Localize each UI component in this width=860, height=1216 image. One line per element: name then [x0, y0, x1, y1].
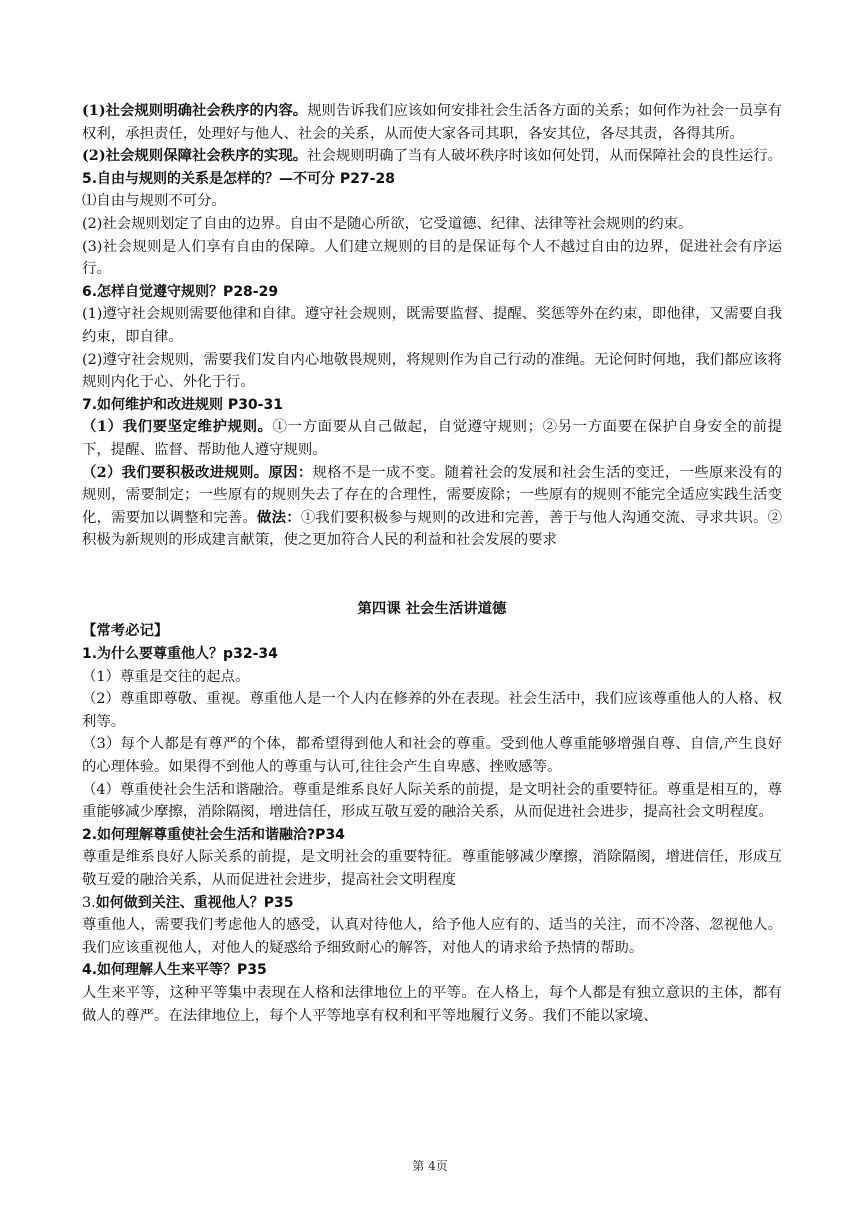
- paragraph-text: ①我们要积极参与规则的改进和完善，善于与他人沟通交流、寻求共识。②积极为新规则的形成建言献策，使之更加符合人民的利益和社会发展的要求: [82, 509, 782, 549]
- lesson-question-3-heading: [82, 892, 782, 915]
- l3-text: 尊重他人，需要我们考虑他人的感受，认真对待他人，给予他人应有的、适当的关注，而不冷落、忽视他人。我们应该重视他人，对他人的疑惑给予细致耐心的解答，对他人的请求给予热情的帮助。: [82, 917, 782, 956]
- paragraph-text: ①一方面要从自己做起，自觉遵守规则；②另一方面要在保护自身安全的前提下，提醒、监督、帮助他人遵守规则。: [82, 419, 782, 458]
- l1-item-2: （2）尊重即尊敬、重视。尊重他人是一个人内在修养的外在表现。社会生活中，我们应该尊重他人的人格、权利等。: [82, 691, 782, 730]
- l1-item-1: （1）尊重是交往的起点。: [82, 668, 250, 685]
- l2-text: 尊重是维系良好人际关系的前提，是文明社会的重要特征。尊重能够减少摩擦，消除隔阂，增进信任，形成互敬互爱的融洽关系，从而促进社会进步，提高社会文明程度: [82, 849, 782, 888]
- q7-paragraph-2: [82, 462, 782, 552]
- paragraph-rules-order-guarantee: [82, 145, 782, 168]
- lesson-title: 第四课 社会生活讲道德: [357, 599, 507, 617]
- bold-reason-label: 原因：: [268, 463, 313, 481]
- paragraph-text: 社会规则明确了当有人破坏秩序时该如何处罚，从而保障社会的良性运行。: [307, 148, 783, 165]
- question-6-heading: 6.怎样自觉遵守规则？P28-29: [82, 283, 279, 300]
- q5-item-1: ⑴自由与规则不可分。: [82, 193, 226, 210]
- document-page: [82, 100, 782, 1027]
- page-number: 第 4页: [412, 1159, 448, 1173]
- paragraph-rules-order-content: [82, 100, 782, 145]
- lesson-question-2-heading: 2.如何理解尊重使社会生活和谐融洽?P34: [82, 826, 345, 843]
- l1-item-3: （3）每个人都是有尊严的个体，都希望得到他人和社会的尊重。受到他人尊重能够增强自尊、自信,产生良好的心理体验。如果得不到他人的尊重与认可,往往会产生自卑感、挫败感等。: [82, 736, 782, 776]
- bold-lead: （2）我们要积极改进规则。: [82, 463, 269, 481]
- question-5-heading: 5.自由与规则的关系是怎样的？—不可分 P27-28: [82, 170, 395, 187]
- bold-lead: （1）我们要坚定维护规则。: [82, 418, 273, 436]
- q7-paragraph-1: [82, 416, 782, 461]
- paragraph-text: 规则告诉我们应该如何安排社会生活各方面的关系；如何作为社会一员享有权利，承担责任，处理好与他人、社会的关系，从而使大家各司其职，各安其位，各尽其责，各得其所。: [82, 103, 783, 142]
- l1-item-4: （4）尊重使社会生活和谐融洽。尊重是维系良好人际关系的前提，是文明社会的重要特征。尊重是相互的，尊重能够减少摩擦，消除隔阂，增进信任，形成互敬互爱的融洽关系，从而促进社会进步，提高社会文明程度。: [82, 781, 782, 821]
- q5-item-3: (3)社会规则是人们享有自由的保障。人们建立规则的目的是保证每个人不越过自由的边界，促进社会有序运行。: [82, 238, 782, 278]
- question-number: 3.: [82, 894, 96, 911]
- l4-text: 人生来平等，这种平等集中表现在人格和法律地位上的平等。在人格上，每个人都是有独立意识的主体，都有做人的尊严。在法律地位上，每个人平等地享有权利和平等地履行义务。我们不能以家境、: [82, 984, 782, 1024]
- lesson-tag: 【常考必记】: [82, 622, 169, 640]
- lesson-question-4-heading: 4.如何理解人生来平等？P35: [82, 962, 267, 979]
- q6-item-2: (2)遵守社会规则，需要我们发自内心地敬畏规则，将规则作为自己行动的准绳。无论何时何地，我们都应该将规则内化于心、外化于行。: [82, 351, 782, 391]
- question-title: 如何做到关注、重视他人？P35: [95, 894, 294, 911]
- paragraph-text: 规格不是一成不变。随着社会的发展和社会生活的变迁，一些原来没有的规则，需要制定；一些原有的规则失去了存在的合理性，需要废除；一些原有的规则不能完全适应实践生活变化，需要加以调整和完善。: [82, 464, 782, 526]
- q5-item-2: (2)社会规则划定了自由的边界。自由不是随心所欲，它受道德、纪律、法律等社会规则的约束。: [82, 215, 693, 232]
- bold-lead: (1)社会规则明确社会秩序的内容。: [82, 102, 308, 119]
- lesson-question-1-heading: 1.为什么要尊重他人？p32-34: [82, 646, 278, 663]
- q6-item-1: (1)遵守社会规则需要他律和自律。遵守社会规则，既需要监督、提醒、奖惩等外在约束，即他律，又需要自我约束，即自律。: [82, 306, 782, 345]
- section-spacer: [82, 552, 782, 598]
- bold-lead: (2)社会规则保障社会秩序的实现。: [82, 147, 308, 165]
- question-7-heading: 7.如何维护和改进规则 P30-31: [82, 396, 283, 413]
- bold-method-label: 做法：: [257, 508, 301, 526]
